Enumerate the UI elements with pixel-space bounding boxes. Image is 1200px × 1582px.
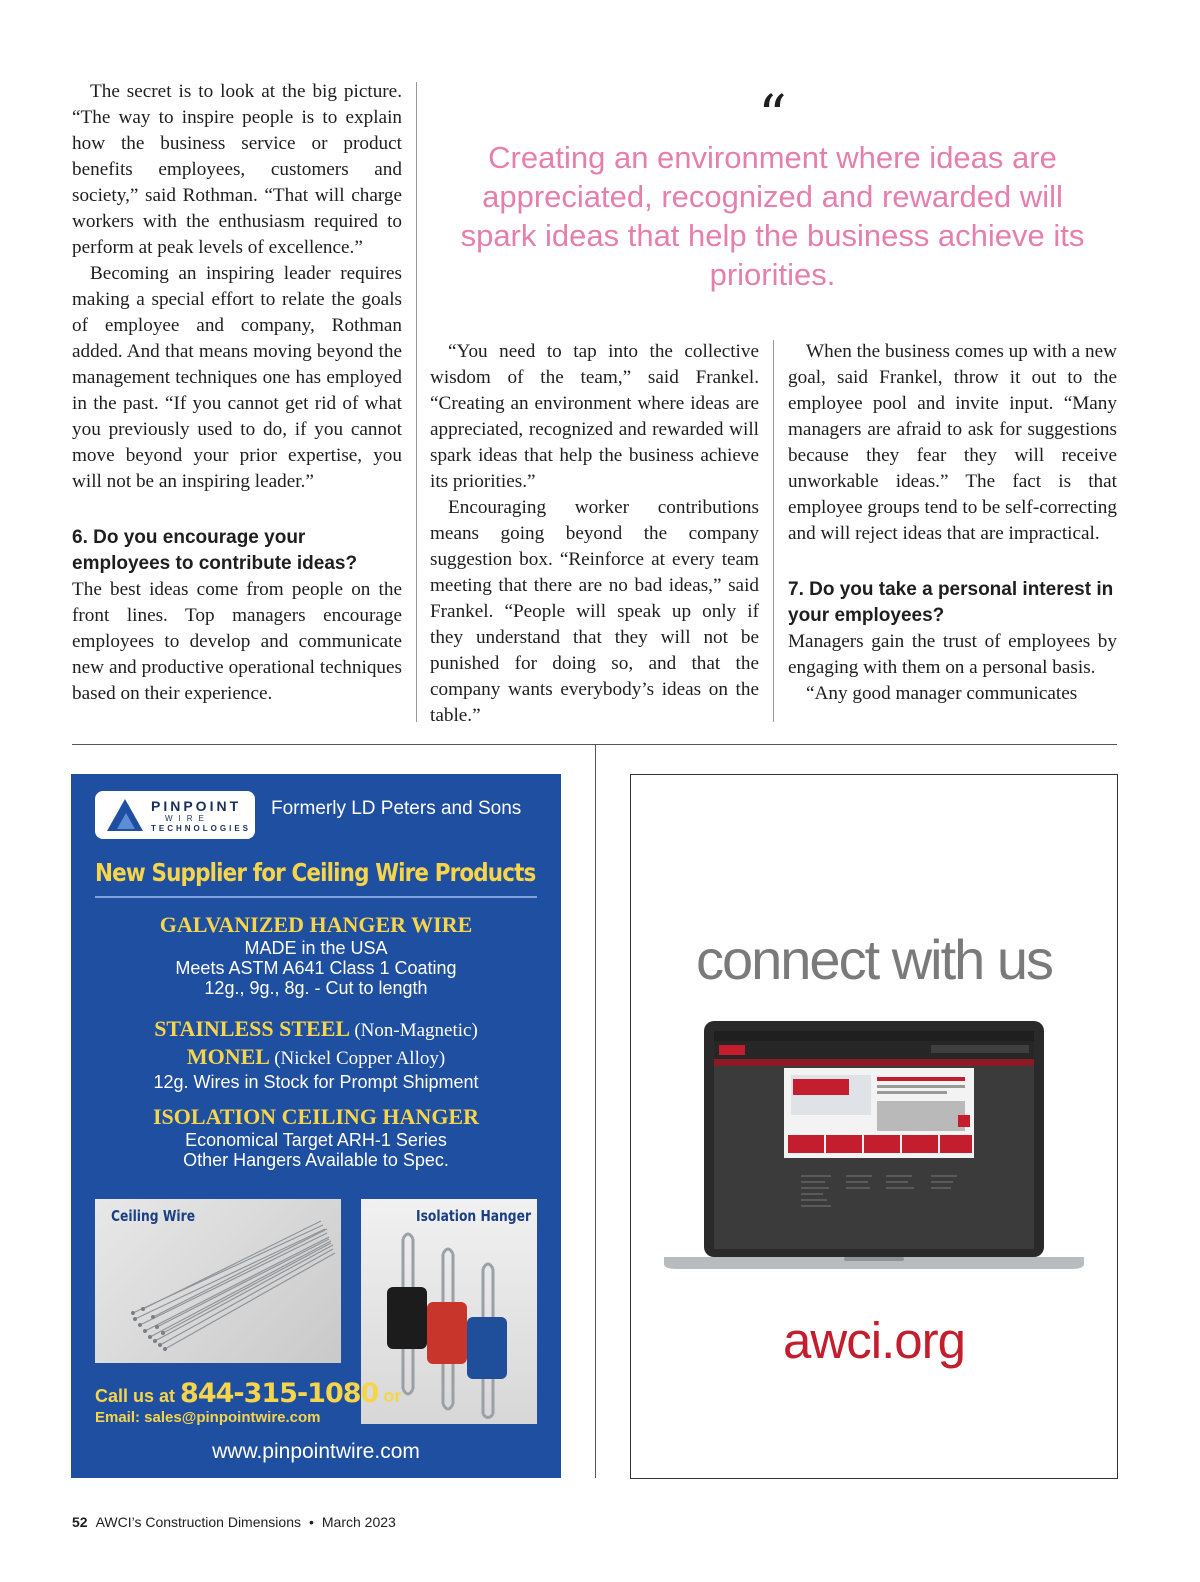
logo-inner-triangle-icon [117,813,135,829]
ceiling-wire-photo [95,1199,341,1363]
isolation-title: ISOLATION CEILING HANGER [153,1104,479,1129]
col3-paragraph-1: When the business comes up with a new goal, said Frankel, throw it out to the employee pool and invite input. “Many managers are afraid to ask for suggestions because they fear they will receive unworkable ideas.” The fact is that employee groups tend to be self-correcting and will reject ideas that are impractical. [788,341,1117,544]
laptop-illustration [631,1017,1117,1277]
email-link[interactable]: Email: sales@pinpointwire.com [95,1409,321,1426]
col1-paragraph-1: The secret is to look at the big picture. “The way to inspire people is to explain how the business service or product benefits employees, customers and society,” said Rothman. “That will charge workers with the enthusiasm required to perform at peak levels of excellence.” [72,81,402,258]
stainless-paren: (Non-Magnetic) [354,1020,478,1041]
call-line [95,1378,401,1409]
stainless-title-text: STAINLESS STEEL [154,1016,349,1041]
article-column-2 [430,339,759,729]
stainless-title [71,1016,561,1044]
pinpoint-wire-ad[interactable] [71,774,561,1478]
article-column-3 [788,339,1117,707]
col3-paragraph-3: “Any good manager communicates [806,683,1078,704]
headline-rule [95,896,537,898]
article-column-1 [72,79,402,707]
phone-number[interactable]: 844-315-1080 [180,1378,379,1409]
awci-connect-ad[interactable] [630,774,1118,1479]
isolation-line-2: Other Hangers Available to Spec. [183,1150,449,1170]
section-heading-6: 6. Do you encourage your employees to contribute ideas? [72,527,358,574]
call-suffix: or [383,1386,402,1406]
ad-headline: New Supplier for Ceiling Wire Products [95,858,536,887]
pull-quote [440,84,1105,294]
col2-paragraph-1: “You need to tap into the collective wisdom of the team,” said Frankel. “Creating an environment where ideas are appreciated, recognized and rewarded will spark ideas that help the business achieve its priorities.” [430,341,759,492]
section-heading-7: 7. Do you take a personal interest in your employees? [788,579,1114,626]
col3-paragraph-2: Managers gain the trust of employees by engaging with them on a personal basis. [788,631,1117,678]
col1-paragraph-3: The best ideas come from people on the front lines. Top managers encourage employees to develop and communicate new and productive operational techniques based on their experience. [72,579,402,704]
column-rule-2 [773,340,774,722]
isolation-block [71,1104,561,1170]
isolation-hanger-label: Isolation Hanger [416,1207,532,1225]
footer-separator: • [308,1514,314,1530]
pull-quote-text: Creating an environment where ideas are appreciated, recognized and rewarded will spark ideas that help the business achieve its priorities. [460,140,1085,292]
formerly-text: Formerly LD Peters and Sons [271,798,522,819]
col1-paragraph-2: Becoming an inspiring leader requires making a special effort to relate the goals of employee and company, Rothman added. And that means moving beyond the management techniques one has employed in the past. “If you cannot get rid of what you previously used to do, if you cannot move beyond your prior expertise, you will not be an inspiring leader.” [72,263,402,492]
monel-title [71,1044,561,1072]
galvanized-line-1: MADE in the USA [244,938,388,958]
connect-headline: connect with us [696,928,1052,991]
monel-title-text: MONEL [186,1044,269,1069]
monel-paren: (Nickel Copper Alloy) [274,1048,446,1069]
isolation-line-1: Economical Target ARH-1 Series [185,1130,447,1150]
ad-divider [595,745,596,1478]
awci-website[interactable]: awci.org [783,1312,965,1369]
logo-technologies: TECHNOLOGIES [151,824,252,833]
ceiling-wire-label: Ceiling Wire [111,1207,196,1225]
quote-mark: “ [758,84,787,149]
galvanized-block [71,912,561,998]
call-prefix: Call us at [95,1386,176,1406]
stock-line: 12g. Wires in Stock for Prompt Shipment [153,1072,479,1092]
website-link[interactable]: www.pinpointwire.com [212,1440,420,1463]
issue-date: March 2023 [321,1514,396,1530]
stainless-block [71,1016,561,1092]
pinpoint-logo [95,791,255,839]
publication-name: AWCI’s Construction Dimensions [95,1514,301,1530]
galvanized-line-3: 12g., 9g., 8g. - Cut to length [204,978,428,998]
page-number: 52 [72,1514,88,1530]
column-rule-1 [416,82,417,722]
galvanized-title: GALVANIZED HANGER WIRE [159,912,473,937]
galvanized-line-2: Meets ASTM A641 Class 1 Coating [175,958,457,978]
logo-wire: WIRE [165,814,210,823]
logo-name: PINPOINT [151,798,242,814]
col2-paragraph-2: Encouraging worker contributions means going beyond the company suggestion box. “Reinforce at every team meeting that there are no bad ideas,” said Frankel. “People will speak up only if they understand that they will not be punished for doing so, and that the company wants everybody’s ideas on the table.” [430,497,759,726]
page-footer [72,1514,396,1530]
